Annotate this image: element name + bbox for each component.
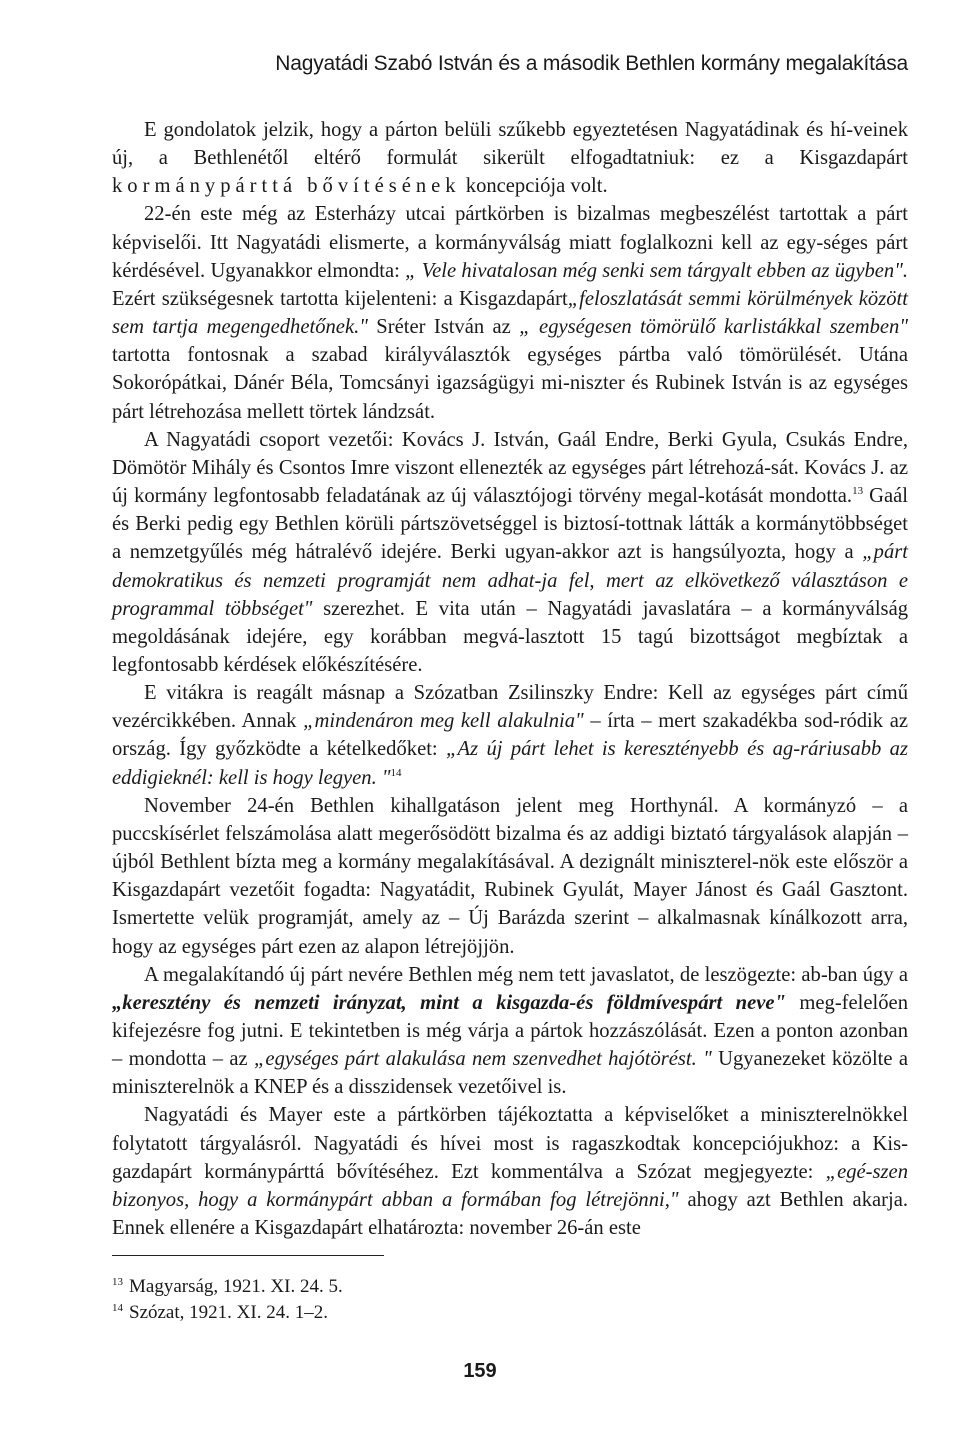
p7-text-b: ahogy azt Bethlen akarja. Ennek ellenére a Kisgazdapárt elhatározta: november 26-án este bbox=[112, 1188, 908, 1240]
p1-text-a: E gondolatok jelzik, hogy a párton belüli szűkebb egyeztetésen Nagyatádinak és hí-veinek új, a Bethlenétől eltérő formulát sikerült elfogadtatniuk: ez a Kisgazdapárt bbox=[112, 119, 908, 170]
body-text bbox=[112, 116, 908, 1242]
p2-text-c: Sréter István az bbox=[376, 316, 511, 339]
p4-quote-1: „mindenáron meg kell alakulnia" bbox=[303, 710, 584, 733]
paragraph-1 bbox=[112, 116, 908, 200]
paragraph-4 bbox=[112, 679, 908, 792]
p1-spaced-text: kormánypárttá bővítésének bbox=[112, 175, 461, 198]
p6-quote-2: „egységes párt alakulása nem szenvedhet hajótörést. " bbox=[253, 1048, 712, 1071]
p6-quote-1: „keresztény és nemzeti irányzat, mint a kisgazda-és földmívespárt neve" bbox=[112, 991, 786, 1014]
paragraph-2 bbox=[112, 200, 908, 425]
footnote-number: 14 bbox=[112, 1301, 123, 1314]
paragraph-7 bbox=[112, 1101, 908, 1242]
paragraph-3 bbox=[112, 426, 908, 679]
p6-text-a: A megalakítandó új párt nevére Bethlen még nem tett javaslatot, de leszögezte: ab-ban úgy a bbox=[144, 963, 908, 986]
p2-quote-2: „feloszlatását semmi körülmények között sem tartja megengedhetőnek." bbox=[112, 287, 908, 339]
p3-text-a: A Nagyatádi csoport vezetői: Kovács J. István, Gaál Endre, Berki Gyula, Csukás Endre, Dömötör Mihály és Csontos Imre viszont ellenezték az egységes párt létrehozá-sát. Kovács J. az új kormány legfontosabb feladatának az új választójogi törvény megal-kotását mondotta. bbox=[112, 428, 908, 508]
footnote-13 bbox=[112, 1274, 343, 1300]
p4-quote-2: „Az új párt lehet is keresztényebb és ag-ráriusabb az eddigieknél: kell is hogy legyen. " bbox=[112, 738, 908, 789]
paragraph-6 bbox=[112, 961, 908, 1102]
p4-text-b: – írta – mert szakadékba sod-ródik az ország. Így győzködte a kételkedőket: bbox=[112, 710, 908, 761]
p2-text-b: Ezért szükségesnek tartotta kijelenteni: a Kisgazdapárt bbox=[112, 287, 568, 310]
p2-quote-3: „ egységesen tömörülő karlistákkal szemben" bbox=[519, 316, 908, 339]
p4-text-a: E vitákra is reagált másnap a Szózatban Zsilinszky Endre: Kell az egységes párt című vezércikkében. Annak bbox=[112, 682, 908, 733]
p6-text-c: Ugyanezeket közölte a miniszterelnök a KNEP és a disszidensek vezetőivel is. bbox=[112, 1048, 908, 1099]
p3-text-b: Gaál és Berki pedig egy Bethlen körüli pártszövetséggel is biztosí-tottnak látták a kormánytöbbséget a nemzetgyűlés még hátralévő idejére. Berki ugyan-akkor azt is hangsúlyozta, hogy a bbox=[112, 485, 908, 564]
footnote-divider bbox=[112, 1255, 384, 1256]
p2-quote-1: „ Vele hivatalosan még senki sem tárgyalt ebben az ügyben". bbox=[405, 259, 908, 282]
footnotes bbox=[112, 1274, 343, 1326]
footnote-text: Magyarság, 1921. XI. 24. 5. bbox=[129, 1276, 343, 1297]
footnote-text: Szózat, 1921. XI. 24. 1–2. bbox=[129, 1302, 328, 1323]
footnote-14 bbox=[112, 1300, 343, 1326]
p1-text-b: koncepciója volt. bbox=[465, 175, 608, 198]
p3-quote: „párt demokratikus és nemzeti programját nem adhat-ja fel, mert az elkövetkező választáson e programmal többséget" bbox=[112, 541, 908, 620]
p5-text: November 24-én Bethlen kihallgatáson jelent meg Horthynál. A kormányzó – a puccskísérlet felszámolása alatt megerősödött bizalma és az addigi biztató tárgyalások alapján – újból Bethlent bízta meg a kormány megalakításával. A dezignált miniszterel-nök este először a Kisgazdapárt vezetőit fogadta: Nagyatádit, Rubinek Gyulát, Mayer Jánost és Gaál Gasztont. Ismertette velük programját, amely az – Új Barázda szerint – alkalmasnak kínálkozott arra, hogy az egységes párt ezen az alapon létrejöjjön. bbox=[112, 794, 908, 958]
page-number: 159 bbox=[463, 1360, 497, 1382]
footnote-number: 13 bbox=[112, 1275, 123, 1288]
p2-text-d: tartotta fontosnak a szabad királyválasztók egységes pártba való tömörülését. Utána Sokorópátkai, Dánér Béla, Tomcsányi igazságügyi mi-niszter és Rubinek István is az egységes párt létrehozása mellett törtek lándzsát. bbox=[112, 344, 908, 423]
p3-text-c: szerezhet. E vita után – Nagyatádi javaslatára – a kormányválság megoldásának idejére, egy korábban megvá-lasztott 15 tagú bizottságot megbíztak a legfontosabb kérdések előkészítésére. bbox=[112, 597, 909, 676]
p7-quote: „egé-szen bizonyos, hogy a kormánypárt abban a formában fog létrejönni," bbox=[112, 1160, 908, 1211]
running-header: Nagyatádi Szabó István és a második Bethlen kormány megalakítása bbox=[275, 52, 908, 75]
p2-text-a: 22-én este még az Esterházy utcai pártkörben is bizalmas megbeszélést tartottak a párt képviselői. Itt Nagyatádi elismerte, a kormányválság miatt foglalkozni kell az egy-séges párt kérdésével. Ugyanakkor elmondta: bbox=[112, 203, 908, 282]
p7-text-a: Nagyatádi és Mayer este a pártkörben tájékoztatta a képviselőket a miniszterelnökkel folytatott tárgyalásról. Nagyatádi és hívei most is ragaszkodtak koncepciójukhoz: a Kis-gazdapárt kormánypárttá bővítéséhez. Ezt kommentálva a Szózat megjegyezte: bbox=[112, 1104, 908, 1183]
paragraph-5 bbox=[112, 792, 908, 961]
p6-text-b: meg-felelően kifejezésre fog jutni. E tekintetben is még várja a pártok hozzászólását. Ezen a ponton azonban – mondotta – az bbox=[112, 991, 908, 1071]
footnote-ref-13[interactable]: 13 bbox=[852, 485, 864, 498]
footnote-ref-14[interactable]: 14 bbox=[390, 766, 402, 779]
